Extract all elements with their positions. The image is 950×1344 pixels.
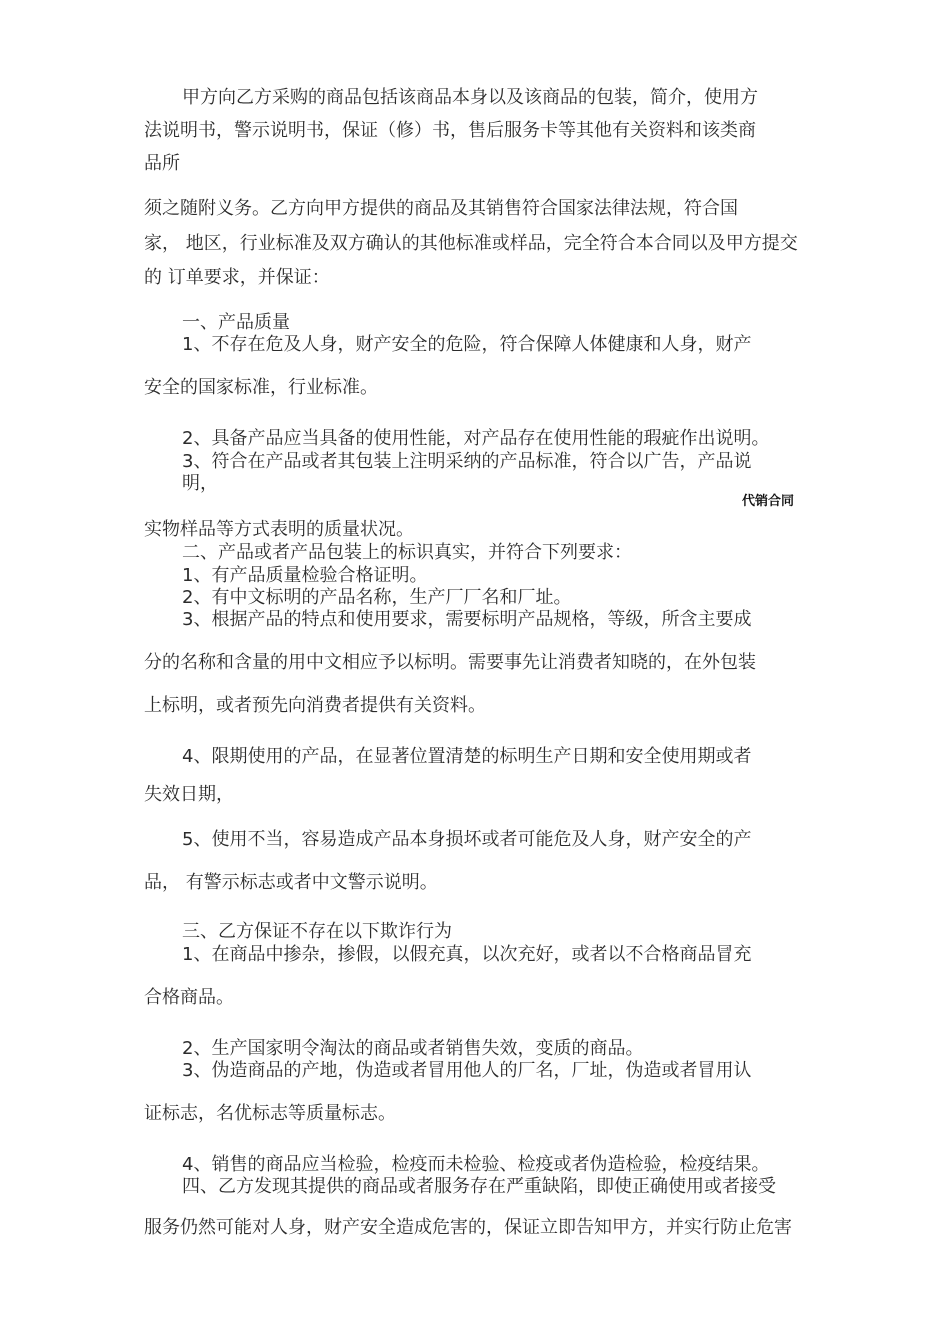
paragraph-line: 上标明，或者预先向消费者提供有关资料。 [144, 695, 486, 716]
paragraph-line: 服务仍然可能对人身，财产安全造成危害的，保证立即告知甲方，并实行防止危害 [144, 1217, 792, 1238]
paragraph-line: 4、销售的商品应当检验，检疫而未检验、检疫或者伪造检验，检疫结果。 [182, 1154, 770, 1175]
paragraph-line: 1、不存在危及人身，财产安全的危险，符合保障人体健康和人身，财产 [182, 334, 752, 355]
section-heading: 三、乙方保证不存在以下欺诈行为 [182, 921, 452, 942]
paragraph-line: 1、有产品质量检验合格证明。 [182, 565, 428, 586]
paragraph-line: 实物样品等方式表明的质量状况。 [144, 519, 414, 540]
paragraph-line: 安全的国家标准，行业标准。 [144, 377, 378, 398]
paragraph-line: 证标志，名优标志等质量标志。 [144, 1103, 396, 1124]
paragraph-line: 法说明书，警示说明书，保证（修）书，售后服务卡等其他有关资料和该类商 [144, 120, 756, 141]
paragraph-line: 的 订单要求，并保证： [144, 267, 330, 288]
paragraph-line: 品所 [144, 153, 180, 174]
paragraph-line: 5、使用不当，容易造成产品本身损坏或者可能危及人身，财产安全的产 [182, 829, 752, 850]
paragraph-line: 合格商品。 [144, 987, 234, 1008]
paragraph-line: 甲方向乙方采购的商品包括该商品本身以及该商品的包装，简介，使用方 [182, 87, 758, 108]
paragraph-line: 3、符合在产品或者其包装上注明采纳的产品标准，符合以广告，产品说 [182, 451, 752, 472]
section-heading: 四、乙方发现其提供的商品或者服务存在严重缺陷，即使正确使用或者接受 [182, 1176, 776, 1197]
paragraph-line: 明， [182, 473, 218, 494]
paragraph-line: 3、根据产品的特点和使用要求，需要标明产品规格，等级，所含主要成 [182, 609, 752, 630]
paragraph-line: 家， 地区，行业标准及双方确认的其他标准或样品，完全符合本合同以及甲方提交 [144, 233, 798, 254]
paragraph-line: 2、具备产品应当具备的使用性能，对产品存在使用性能的瑕疵作出说明。 [182, 428, 770, 449]
section-heading: 一、产品质量 [182, 312, 290, 333]
paragraph-line: 须之随附义务。乙方向甲方提供的商品及其销售符合国家法律法规，符合国 [144, 198, 738, 219]
paragraph-line: 1、在商品中掺杂，掺假，以假充真，以次充好，或者以不合格商品冒充 [182, 944, 752, 965]
document-header-label: 代销合同 [742, 494, 795, 509]
paragraph-line: 2、生产国家明令淘汰的商品或者销售失效，变质的商品。 [182, 1038, 644, 1059]
paragraph-line: 品， 有警示标志或者中文警示说明。 [144, 872, 438, 893]
paragraph-line: 4、限期使用的产品，在显著位置清楚的标明生产日期和安全使用期或者 [182, 746, 752, 767]
paragraph-line: 3、伪造商品的产地，伪造或者冒用他人的厂名，厂址，伪造或者冒用认 [182, 1060, 752, 1081]
paragraph-line: 分的名称和含量的用中文相应予以标明。需要事先让消费者知晓的，在外包装 [144, 652, 756, 673]
section-heading: 二、产品或者产品包装上的标识真实，并符合下列要求： [182, 542, 632, 563]
paragraph-line: 2、有中文标明的产品名称，生产厂厂名和厂址。 [182, 587, 572, 608]
paragraph-line: 失效日期， [144, 784, 234, 805]
